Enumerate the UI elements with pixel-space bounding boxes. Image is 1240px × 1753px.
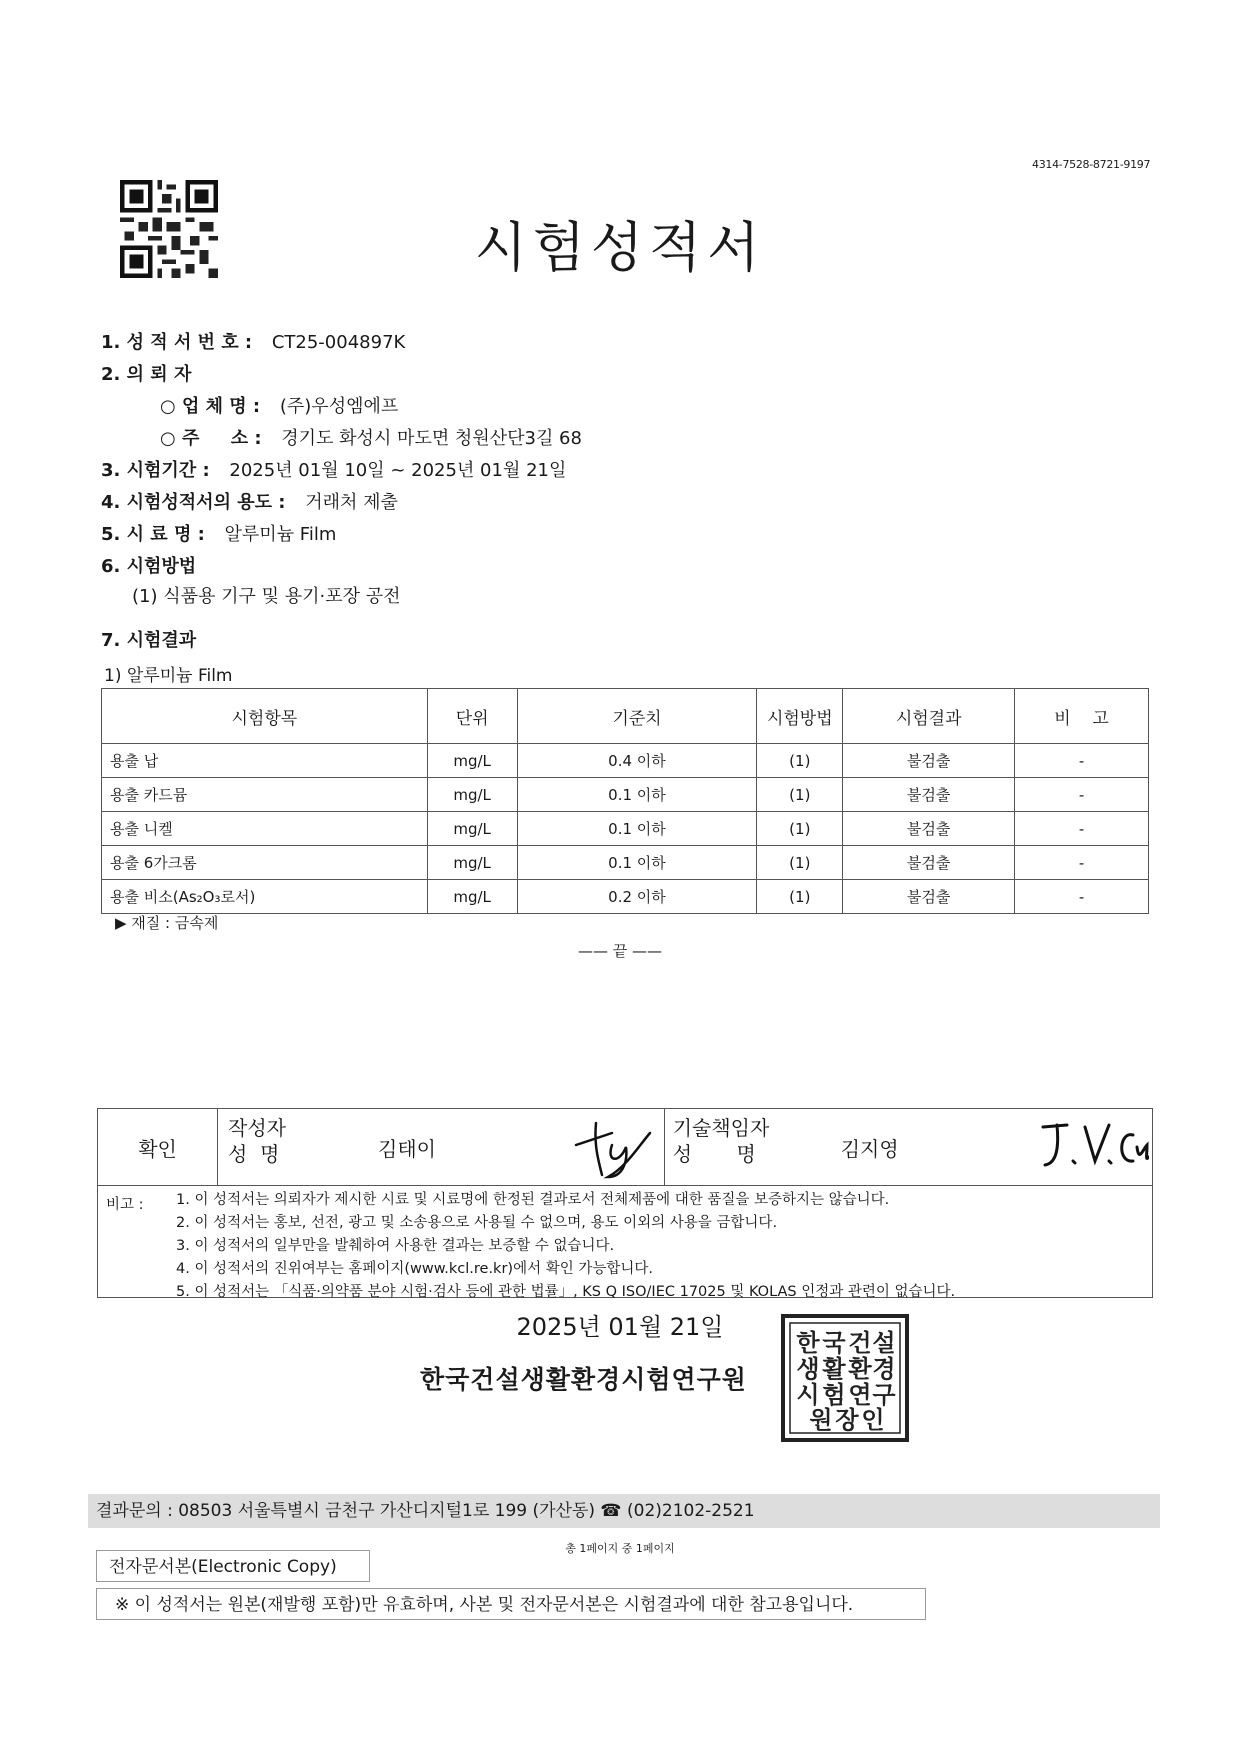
cell-remark: - bbox=[1015, 744, 1149, 778]
svg-text:생: 생 bbox=[796, 1355, 820, 1383]
cell-method: (1) bbox=[757, 812, 843, 846]
writer-name-label: 성 명 bbox=[228, 1142, 280, 1166]
svg-text:건: 건 bbox=[848, 1329, 872, 1357]
cell-unit: mg/L bbox=[427, 778, 517, 812]
table-row bbox=[102, 812, 1149, 846]
cell-remark: - bbox=[1015, 812, 1149, 846]
header-standard: 기준치 bbox=[517, 689, 757, 744]
header-test-item: 시험항목 bbox=[102, 689, 428, 744]
company-label: ○ 업 체 명 : bbox=[160, 396, 261, 417]
tech-cell bbox=[664, 1109, 1152, 1186]
method-label: 6. 시험방법 bbox=[101, 556, 197, 577]
cell-item: 용출 6가크롬 bbox=[102, 846, 428, 880]
client-heading bbox=[101, 360, 191, 386]
cell-method: (1) bbox=[757, 744, 843, 778]
electronic-copy-label: 전자문서본(Electronic Copy) bbox=[96, 1550, 370, 1582]
cell-method: (1) bbox=[757, 778, 843, 812]
svg-text:한: 한 bbox=[796, 1329, 820, 1357]
organization-name: 한국건설생활환경시험연구원 bbox=[420, 1365, 747, 1394]
issue-date: 2025년 01월 21일 bbox=[516, 1313, 724, 1341]
cell-remark: - bbox=[1015, 846, 1149, 880]
cell-standard: 0.1 이하 bbox=[517, 846, 757, 880]
cell-result: 불검출 bbox=[843, 846, 1015, 880]
cell-unit: mg/L bbox=[427, 846, 517, 880]
page-indicator: 총 1페이지 중 1페이지 bbox=[565, 1542, 675, 1555]
document-number: 4314-7528-8721-9197 bbox=[1032, 158, 1151, 171]
address: 경기도 화성시 마도면 청원산단3길 68 bbox=[281, 428, 582, 449]
sample-label: 5. 시 료 명 : bbox=[101, 524, 205, 545]
sample-row bbox=[101, 520, 336, 546]
address-row bbox=[160, 424, 582, 450]
material-note: ▶ 재질 : 금속제 bbox=[115, 914, 219, 932]
cell-result: 불검출 bbox=[843, 880, 1015, 914]
cell-item: 용출 니켈 bbox=[102, 812, 428, 846]
signature-table bbox=[97, 1108, 1153, 1186]
results-heading bbox=[101, 626, 196, 652]
svg-text:경: 경 bbox=[872, 1355, 896, 1383]
svg-text:원: 원 bbox=[809, 1406, 833, 1434]
cell-standard: 0.4 이하 bbox=[517, 744, 757, 778]
header-result: 시험결과 bbox=[843, 689, 1015, 744]
cell-result: 불검출 bbox=[843, 812, 1015, 846]
writer-label: 작성자 bbox=[228, 1116, 287, 1140]
results-subheading: 1) 알루미늄 Film bbox=[104, 666, 233, 686]
cell-method: (1) bbox=[757, 880, 843, 914]
tech-name-label: 성 명 bbox=[672, 1142, 756, 1166]
writer-cell bbox=[218, 1109, 665, 1186]
remarks-box bbox=[97, 1185, 1153, 1298]
tech-signature bbox=[1037, 1117, 1149, 1179]
svg-text:설: 설 bbox=[872, 1329, 896, 1357]
cell-standard: 0.2 이하 bbox=[517, 880, 757, 914]
sample-name: 알루미늄 Film bbox=[224, 524, 337, 545]
svg-text:국: 국 bbox=[822, 1329, 846, 1357]
company-row bbox=[160, 392, 398, 418]
writer-signature bbox=[568, 1115, 658, 1181]
cell-standard: 0.1 이하 bbox=[517, 778, 757, 812]
table-header-row bbox=[102, 689, 1149, 744]
cell-item: 용출 비소(As₂O₃로서) bbox=[102, 880, 428, 914]
purpose: 거래처 제출 bbox=[305, 492, 398, 513]
cell-unit: mg/L bbox=[427, 744, 517, 778]
official-seal bbox=[780, 1313, 910, 1443]
results-label: 7. 시험결과 bbox=[101, 630, 197, 651]
remark-line: 3. 이 성적서의 일부만을 발췌하여 사용한 결과는 보증할 수 없습니다. bbox=[176, 1238, 615, 1254]
period-row bbox=[101, 456, 566, 482]
header-unit: 단위 bbox=[427, 689, 517, 744]
svg-text:환: 환 bbox=[848, 1355, 872, 1383]
cell-remark: - bbox=[1015, 880, 1149, 914]
results-table bbox=[101, 688, 1149, 914]
copy-disclaimer: ※ 이 성적서는 원본(재발행 포함)만 유효하며, 사본 및 전자문서본은 시험결과에 대한 참고용입니다. bbox=[96, 1588, 926, 1620]
purpose-row bbox=[101, 488, 398, 514]
period-label: 3. 시험기간 : bbox=[101, 460, 210, 481]
header-remark: 비 고 bbox=[1015, 689, 1149, 744]
method-item: (1) 식품용 기구 및 용기·포장 공전 bbox=[132, 586, 401, 607]
report-number: CT25-004897K bbox=[271, 332, 406, 353]
svg-text:험: 험 bbox=[822, 1381, 846, 1409]
remarks-label: 비고 : bbox=[106, 1197, 144, 1213]
svg-text:연: 연 bbox=[848, 1381, 872, 1409]
svg-text:구: 구 bbox=[872, 1381, 896, 1409]
cell-unit: mg/L bbox=[427, 812, 517, 846]
remark-line: 4. 이 성적서의 진위여부는 홈페이지(www.kcl.re.kr)에서 확인 가능합니다. bbox=[176, 1261, 653, 1277]
cell-standard: 0.1 이하 bbox=[517, 812, 757, 846]
cell-unit: mg/L bbox=[427, 880, 517, 914]
svg-text:시: 시 bbox=[796, 1381, 820, 1409]
cell-item: 용출 카드뮴 bbox=[102, 778, 428, 812]
address-label: ○ 주 소 : bbox=[160, 428, 262, 449]
tech-label: 기술책임자 bbox=[672, 1116, 770, 1140]
cell-result: 불검출 bbox=[843, 744, 1015, 778]
confirm-label: 확인 bbox=[98, 1109, 218, 1186]
company-name: (주)우성엠에프 bbox=[279, 396, 399, 417]
method-heading bbox=[101, 552, 196, 578]
svg-text:인: 인 bbox=[861, 1406, 885, 1434]
svg-text:활: 활 bbox=[822, 1355, 846, 1383]
table-row bbox=[102, 744, 1149, 778]
cell-result: 불검출 bbox=[843, 778, 1015, 812]
svg-text:장: 장 bbox=[835, 1406, 859, 1434]
report-number-label: 1. 성 적 서 번 호 : bbox=[101, 332, 253, 353]
inquiry-bar: 결과문의 : 08503 서울특별시 금천구 가산디지털1로 199 (가산동) ☎ (02)2102-2521 bbox=[88, 1494, 1160, 1528]
remark-line: 2. 이 성적서는 홍보, 선전, 광고 및 소송용으로 사용될 수 없으며, 용도 이외의 사용을 금합니다. bbox=[176, 1215, 778, 1231]
cell-item: 용출 납 bbox=[102, 744, 428, 778]
table-row bbox=[102, 880, 1149, 914]
table-row bbox=[102, 778, 1149, 812]
end-mark: —— 끝 —— bbox=[577, 942, 663, 960]
cell-remark: - bbox=[1015, 778, 1149, 812]
remark-line: 1. 이 성적서는 의뢰자가 제시한 시료 및 시료명에 한정된 결과로서 전체제품에 대한 품질을 보증하지는 않습니다. bbox=[176, 1192, 890, 1208]
remark-line: 5. 이 성적서는 「식품·의약품 분야 시험·검사 등에 관한 법률」, KS Q ISO/IEC 17025 및 KOLAS 인정과 관련이 없습니다. bbox=[176, 1284, 956, 1300]
report-number-row bbox=[101, 328, 405, 354]
document-title: 시험성적서 bbox=[474, 216, 766, 279]
test-period: 2025년 01월 10일 ~ 2025년 01월 21일 bbox=[229, 460, 567, 481]
tech-name: 김지영 bbox=[840, 1137, 899, 1161]
cell-method: (1) bbox=[757, 846, 843, 880]
writer-name: 김태이 bbox=[378, 1137, 437, 1161]
header-method: 시험방법 bbox=[757, 689, 843, 744]
purpose-label: 4. 시험성적서의 용도 : bbox=[101, 492, 286, 513]
table-row bbox=[102, 846, 1149, 880]
client-label: 2. 의 뢰 자 bbox=[101, 364, 192, 385]
